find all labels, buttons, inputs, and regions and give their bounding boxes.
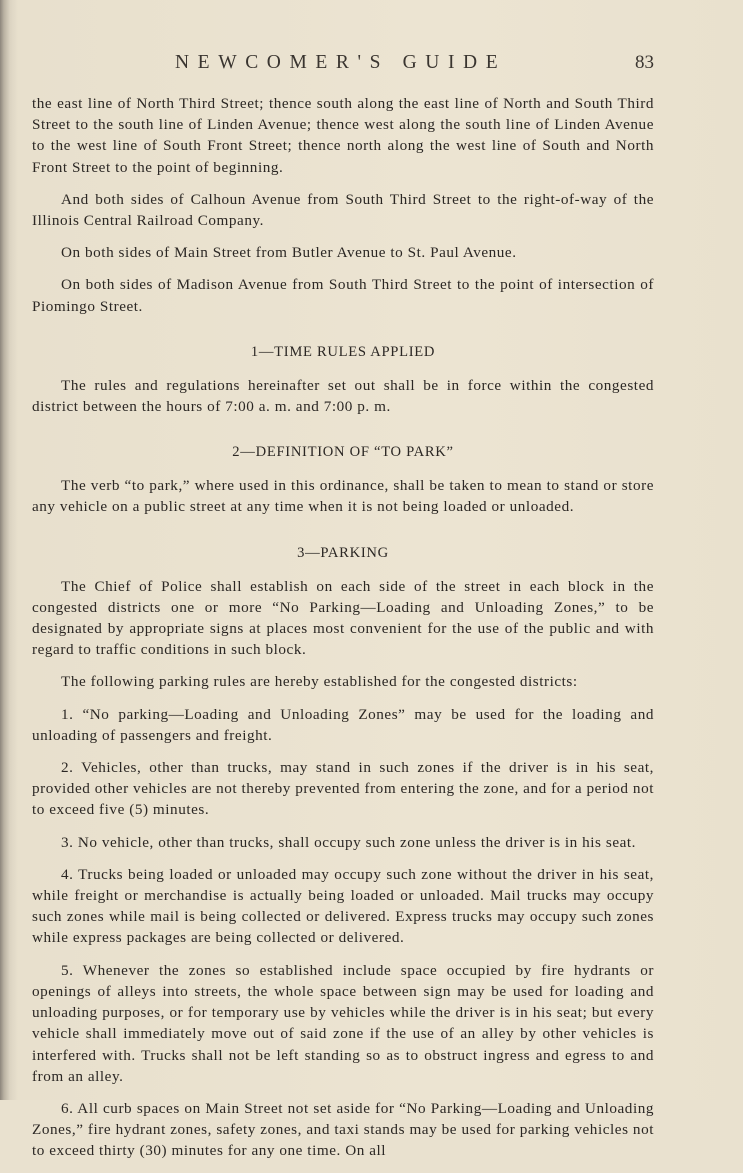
body-paragraph: On both sides of Madison Avenue from South Third Street to the point of intersection of Piomingo Street. [32,276,654,315]
parking-rule-3: 3. No vehicle, other than trucks, shall occupy such zone unless the driver is in his seat. [61,833,637,851]
parking-rule-1: 1. “No parking—Loading and Unloading Zones” may be used for the loading and unloading of passengers and freight. [32,705,654,744]
body-paragraph: On both sides of Main Street from Butler Avenue to St. Paul Avenue. [61,244,517,262]
page-header [32,52,654,76]
section-heading-definition: 2—DEFINITION OF “TO PARK” [232,444,454,461]
page-number: 83 [635,52,654,73]
parking-rule-5: 5. Whenever the zones so established include space occupied by fire hydrants or openings of alleys into streets, the whole space between sign may be used for loading and unloading purposes, or for temporary use by vehicles while the driver is in his seat; but every vehicle shall immediately move out of said zone if the use of an alley by other vehicles is interfered with. Trucks shall not be left standing so as to obstruct ingress and egress to and from an alley. [32,961,654,1085]
running-title: NEWCOMER'S GUIDE [175,52,507,73]
body-paragraph: The verb “to park,” where used in this ordinance, shall be taken to mean to stand or store any vehicle on a public street at any time when it is not being loaded or unloaded. [32,477,654,516]
body-paragraph: the east line of North Third Street; thence south along the east line of North and South Third Street to the south line of Linden Avenue; thence west along the south line of Linden Avenue to the west line of South Front Street; thence north along the west line of South and North Front Street to the point of beginning. [32,95,654,176]
body-paragraph: The rules and regulations hereinafter set out shall be in force within the congested district between the hours of 7:00 a. m. and 7:00 p. m. [32,376,654,416]
section-heading-parking: 3—PARKING [297,544,389,561]
parking-rule-4: 4. Trucks being loaded or unloaded may occupy such zone without the driver in his seat, while freight or merchandise is actually being loaded or unloaded. Mail trucks may occupy such zones while mail is being collected or delivered. Express trucks may occupy such zones while express packages are being collected or delivered. [32,865,654,947]
parking-rule-6: 6. All curb spaces on Main Street not set aside for “No Parking—Loading and Unloading Zones,” fire hydrant zones, safety zones, and taxi stands may be used for parking vehicles not to exceed thirty (30) minutes for any one time. On all [32,1099,654,1160]
body-paragraph: The Chief of Police shall establish on each side of the street in each block in the congested districts one or more “No Parking—Loading and Unloading Zones,” to be designated by appropriate signs at places most convenient for the use of the public and with regard to traffic conditions in such block. [32,577,654,659]
section-heading-time-rules: 1—TIME RULES APPLIED [250,343,436,360]
page-body [32,93,654,1173]
parking-rule-2: 2. Vehicles, other than trucks, may stand in such zones if the driver is in his seat, provided other vehicles are not thereby prevented from entering the zone, and for a period not to exceed five (5) minutes. [32,759,654,819]
body-paragraph: And both sides of Calhoun Avenue from South Third Street to the right-of-way of the Illinois Central Railroad Company. [32,190,654,230]
body-paragraph: The following parking rules are hereby established for the congested districts: [61,673,578,691]
